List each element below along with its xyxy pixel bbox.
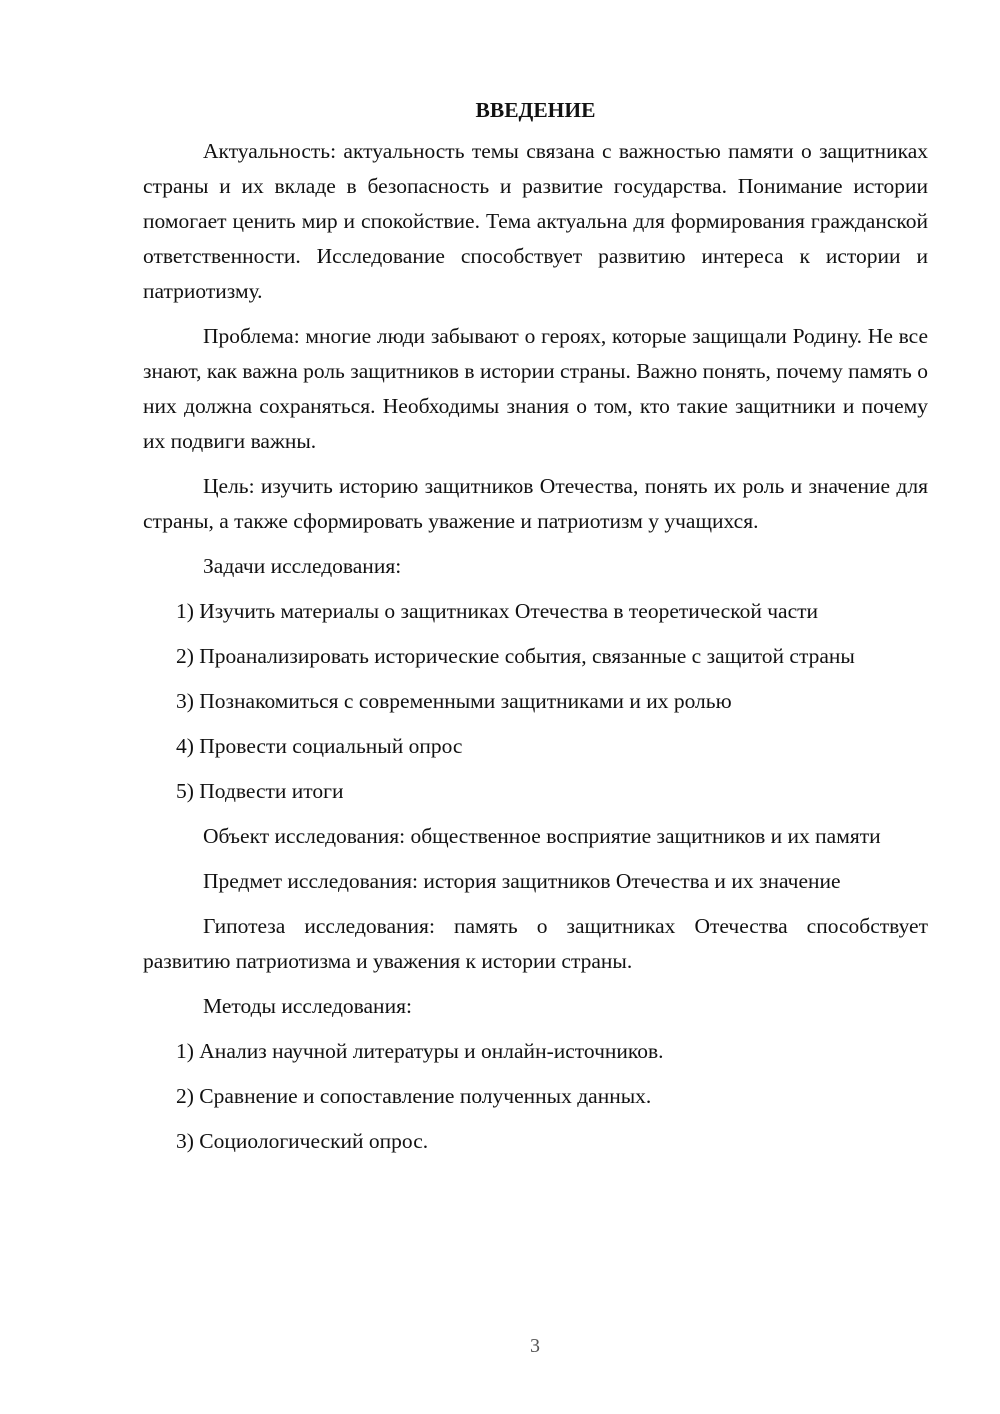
problem-paragraph: Проблема: многие люди забывают о героях, которые защищали Родину. Не все знают, как важна роль защитников в истории страны. Важно понять, почему память о них должна сохраняться. Необходимы знания о том, кто такие защитники и почему их подвиги важны. — [143, 324, 928, 453]
hypothesis-paragraph: Гипотеза исследования: память о защитниках Отечества способствует развитию патриотизма и уважения к истории страны. — [143, 914, 928, 973]
method-item: 3) Социологический опрос. — [176, 1129, 429, 1153]
task-item: 1) Изучить материалы о защитниках Отечества в теоретической части — [176, 599, 819, 623]
goal-paragraph: Цель: изучить историю защитников Отечества, понять их роль и значение для страны, а также сформировать уважение и патриотизм у учащихся. — [143, 474, 928, 533]
method-item: 1) Анализ научной литературы и онлайн-источников. — [176, 1039, 664, 1063]
document-page — [143, 96, 928, 1169]
methods-heading: Методы исследования: — [203, 994, 412, 1018]
task-item: 2) Проанализировать исторические события, связанные с защитой страны — [176, 644, 855, 668]
object-paragraph: Объект исследования: общественное восприятие защитников и их памяти — [203, 824, 881, 848]
task-item: 3) Познакомиться с современными защитниками и их ролью — [176, 689, 732, 713]
page-number: 3 — [530, 1335, 540, 1357]
page-title: ВВЕДЕНИЕ — [475, 98, 596, 122]
task-item: 5) Подвести итоги — [176, 779, 344, 803]
tasks-heading: Задачи исследования: — [203, 554, 402, 578]
relevance-paragraph: Актуальность: актуальность темы связана с важностью памяти о защитниках страны и их вкладе в безопасность и развитие государства. Понимание истории помогает ценить мир и спокойствие. Тема актуальна для формирования гражданской ответственности. Исследование способствует развитию интереса к истории и патриотизму. — [143, 139, 928, 303]
subject-paragraph: Предмет исследования: история защитников Отечества и их значение — [203, 869, 841, 893]
task-item: 4) Провести социальный опрос — [176, 734, 463, 758]
method-item: 2) Сравнение и сопоставление полученных данных. — [176, 1084, 652, 1108]
